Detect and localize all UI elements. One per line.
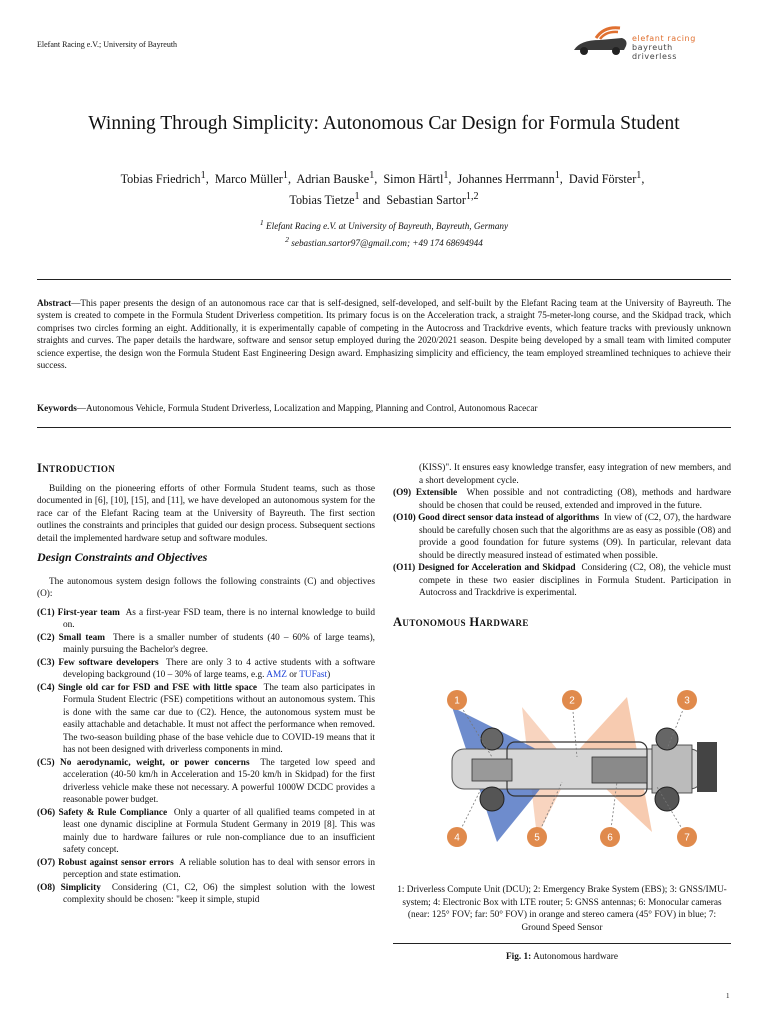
item-id: (O7) (37, 857, 56, 868)
item-text: There is a smaller number of students (40 – 60% of large teams), mainly pursuing the Bachelor's degree. (63, 632, 375, 655)
item-text: Considering (C1, C2, O6) the simplest solution with the lowest complexity should be chosen: "keep it simple, stupid (63, 882, 375, 905)
keywords-label: Keywords (37, 403, 77, 413)
objective-list (393, 487, 731, 600)
link-amz[interactable]: AMZ (266, 670, 287, 680)
item-label: Good direct sensor data instead of algorithms (418, 513, 600, 523)
item-id: (O11) (393, 563, 416, 573)
item-id: (C1) (37, 607, 55, 618)
list-item (37, 607, 375, 632)
rule-top (37, 279, 731, 280)
item-text: In view of (C2, O7), the hardware should be carefully chosen such that the algorithms are as easy as possible (O8) and provide a good foundation for future systems (O9). In particular, relevant data should be directly measured instead of estimated when possible. (419, 513, 731, 561)
author-affiliation-mark: 1 (369, 170, 375, 181)
affiliation-1: $^1$ Elefant Racing e.V. at University of Bayreuth, Bayreuth, Germany (259, 218, 509, 232)
marker-label-5: 5 (534, 832, 540, 844)
affiliations (0, 216, 768, 250)
item-text: The team also participates in Formula Student Electric (FSE) competitions without an autonomous system. This is done with the same car due to (C2). Hence, the autonomous system must be easily attachable and detachable. It must not affect the performance when removed. The two-season building phase of the base vehicle due to COVID-19 means that it has not been designed with driverless components in mind. (63, 682, 375, 755)
item-text: A reliable solution has to deal with sensor errors in perception and state estimation. (63, 857, 376, 880)
item-label: Robust against sensor errors (58, 857, 174, 868)
affiliation-2: $^2$ sebastian.sartor97@gmail.com; +49 174 68694944 (285, 235, 483, 249)
list-continuation: (KISS)". It ensures easy knowledge transfer, easy integration of new members, and a short development cycle. (419, 463, 731, 486)
item-label: Extensible (415, 488, 458, 498)
list-item (37, 882, 375, 907)
author-name: Marco Müller (214, 172, 283, 187)
logo-line1: elefant racing (632, 34, 696, 43)
author-name: Sebastian Sartor (386, 193, 466, 208)
left-column (37, 462, 375, 907)
author-name: Adrian Bauske (296, 172, 370, 187)
item-label: Small team (58, 632, 106, 643)
page-number: 1 (726, 992, 730, 1000)
rule-bottom (37, 427, 731, 428)
item-text: The targeted low speed and acceleration (40-50 km/h in Acceleration and 15-20 km/h in Skidpad) for the first driverless vehicle make these not necessary. A powerful 1000W DCDC provides a reasonable power budget. (63, 757, 376, 805)
author-name: David Förster (568, 172, 637, 187)
author-name: Tobias Friedrich (120, 172, 201, 187)
marker-label-7: 7 (684, 832, 690, 844)
figure-caption-text: Autonomous hardware (533, 952, 619, 962)
design-intro: The autonomous system design follows the following constraints (C) and objectives (O): (37, 576, 375, 599)
item-label: Few software developers (58, 657, 159, 668)
logo-line2: bayreuth (632, 43, 673, 52)
item-id: (O8) (37, 882, 56, 893)
list-item (393, 562, 731, 600)
item-label: Safety & Rule Compliance (58, 807, 168, 818)
author-affiliation-mark: 1 (354, 191, 360, 203)
marker-label-6: 6 (607, 832, 613, 844)
rear-wing (697, 742, 717, 792)
item-label: Designed for Acceleration and Skidpad (418, 563, 576, 573)
marker-label-3: 3 (684, 695, 690, 707)
author-affiliation-mark: 1 (282, 170, 288, 181)
section-heading-hardware: Autonomous Hardware (393, 614, 529, 629)
right-column (393, 462, 731, 636)
item-text: Only a quarter of all qualified teams competed in at least one dynamic discipline at Formula Student Germany in 2019 [8]. This was mainly due to hardware failures or rule non-compliance due to an insufficient safety concept. (63, 807, 375, 855)
author-affiliation-mark: 1 (443, 170, 449, 181)
item-label: Simplicity (60, 882, 101, 893)
list-item (37, 757, 375, 807)
list-item (37, 657, 375, 682)
team-logo (570, 22, 740, 62)
list-item (37, 807, 375, 857)
marker-label-2: 2 (569, 695, 575, 707)
abstract-label: Abstract (37, 298, 72, 308)
author-list: Tobias Friedrich$^1$, Marco Müller$^1$, Adrian Bauske$^1$, Simon Härtl$^1$, Johannes Herrmann$^1$, David Förster$^1$, Tobias Tietze$^1$ and Sebastian Sartor$^{1,2}$ (120, 170, 648, 208)
item-id: (O10) (393, 513, 416, 523)
item-label: No aerodynamic, weight, or power concerns (60, 757, 250, 768)
keywords-text: —Autonomous Vehicle, Formula Student Driverless, Localization and Mapping, Planning and Control, Autonomous Racecar (76, 403, 538, 413)
subsection-heading-design: Design Constraints and Objectives (37, 550, 208, 564)
keywords (37, 403, 731, 413)
running-header: Elefant Racing e.V.; University of Bayreuth (37, 40, 178, 49)
item-id: (O9) (393, 488, 412, 498)
item-text: Considering (C2, O8), the vehicle must compete in these two easier disciplines in Formula Student. Participation in Autocross and Trackdrive is experimental. (419, 563, 732, 598)
figure-description: 1: Driverless Compute Unit (DCU); 2: Emergency Brake System (EBS); 3: GNSS/IMU-system; 4: Electronic Box with LTE router; 5: GNSS antennas; 6: Monocular cameras (near: 125° FOV; far: 50° FOV) in orange and stereo camera (45° FOV) in blue; 7: Ground Speed Sensor (397, 885, 727, 933)
item-id: (C3) (37, 657, 55, 668)
item-text: As a first-year FSD team, there is no internal knowledge to build on. (63, 607, 375, 630)
item-text: There are only 3 to 4 active students with a software developing background (10 – 30% of large teams, e.g. (63, 657, 376, 680)
item-id: (C5) (37, 757, 55, 768)
item-id: (C4) (37, 682, 55, 693)
section-heading-introduction: Introduction (37, 461, 116, 475)
item-id: (O6) (37, 807, 56, 818)
logo-car-icon (570, 24, 630, 58)
item-id: (C2) (37, 632, 55, 643)
wheel-rear (655, 787, 679, 811)
list-item (37, 632, 375, 657)
item-label: First-year team (57, 607, 120, 618)
list-item (37, 857, 375, 882)
marker-label-4: 4 (454, 832, 460, 844)
author-name: Johannes Herrmann (457, 172, 555, 187)
logo-line3: driverless (632, 52, 678, 61)
item-text: When possible and not contradicting (O8), methods and hardware should be chosen that could be reused, extended and improved in the future. (419, 488, 732, 511)
list-item (37, 682, 375, 757)
list-item (393, 487, 731, 512)
link-tufast[interactable]: TUFast (299, 670, 328, 680)
intro-paragraph: Building on the pioneering efforts of other Formula Student teams, such as those documented in [6], [10], [15], and [11], we have developed an autonomous system for the race car of the Elefant Racing team at the University of Bayreuth. The first section outlines the constraints and principles that guided our design process. Subsequent sections detail the implemented hardware setup and software modules. (37, 483, 375, 544)
abstract-text: —This paper presents the design of an autonomous race car that is self-designed, self-developed, and self-built by the Elefant Racing team at the University of Bayreuth. The system is created to compete in the Formula Student Driverless competition. Its primary focus is on the Acceleration track, a straight 75-meter-long course, and the Skidpad track, which comprises two circles forming an eight. Additionally, it is experimentally capable of competing in the Autocross and Trackdrive events, which feature tracks with previously unknown straights and curves. The paper details the hardware, software and sensor setup employed during the 2020/2021 season. Despite being developed by a small team with limited computer science expertise, the design won the Formula Student East Engineering Design award. Emphasizing simplicity and efficiency, the team employed streamlined techniques to achieve their success. (37, 298, 731, 371)
author-affiliation-mark: 1 (554, 170, 560, 181)
figure-caption-label: Fig. 1: (505, 952, 532, 962)
abstract (37, 297, 731, 371)
wheel-front (480, 787, 504, 811)
item-text-mid: or (289, 670, 298, 680)
item-label: Single old car for FSD and FSE with little space (58, 682, 257, 693)
paper-title: Winning Through Simplicity: Autonomous Car Design for Formula Student (88, 113, 680, 134)
figure-caption-rule (393, 943, 731, 944)
item-text-end: ) (327, 670, 331, 680)
figure-caption (393, 952, 731, 962)
author-affiliation-mark: 1,2 (465, 191, 479, 203)
marker-label-1: 1 (454, 695, 460, 707)
author-affiliation-mark: 1 (636, 170, 642, 181)
figure-autonomous-hardware (412, 687, 732, 852)
list-item (393, 512, 731, 562)
author-name: Simon Härtl (383, 172, 444, 187)
author-name: Tobias Tietze (289, 193, 355, 208)
author-affiliation-mark: 1 (200, 170, 206, 181)
constraint-list (37, 607, 375, 907)
